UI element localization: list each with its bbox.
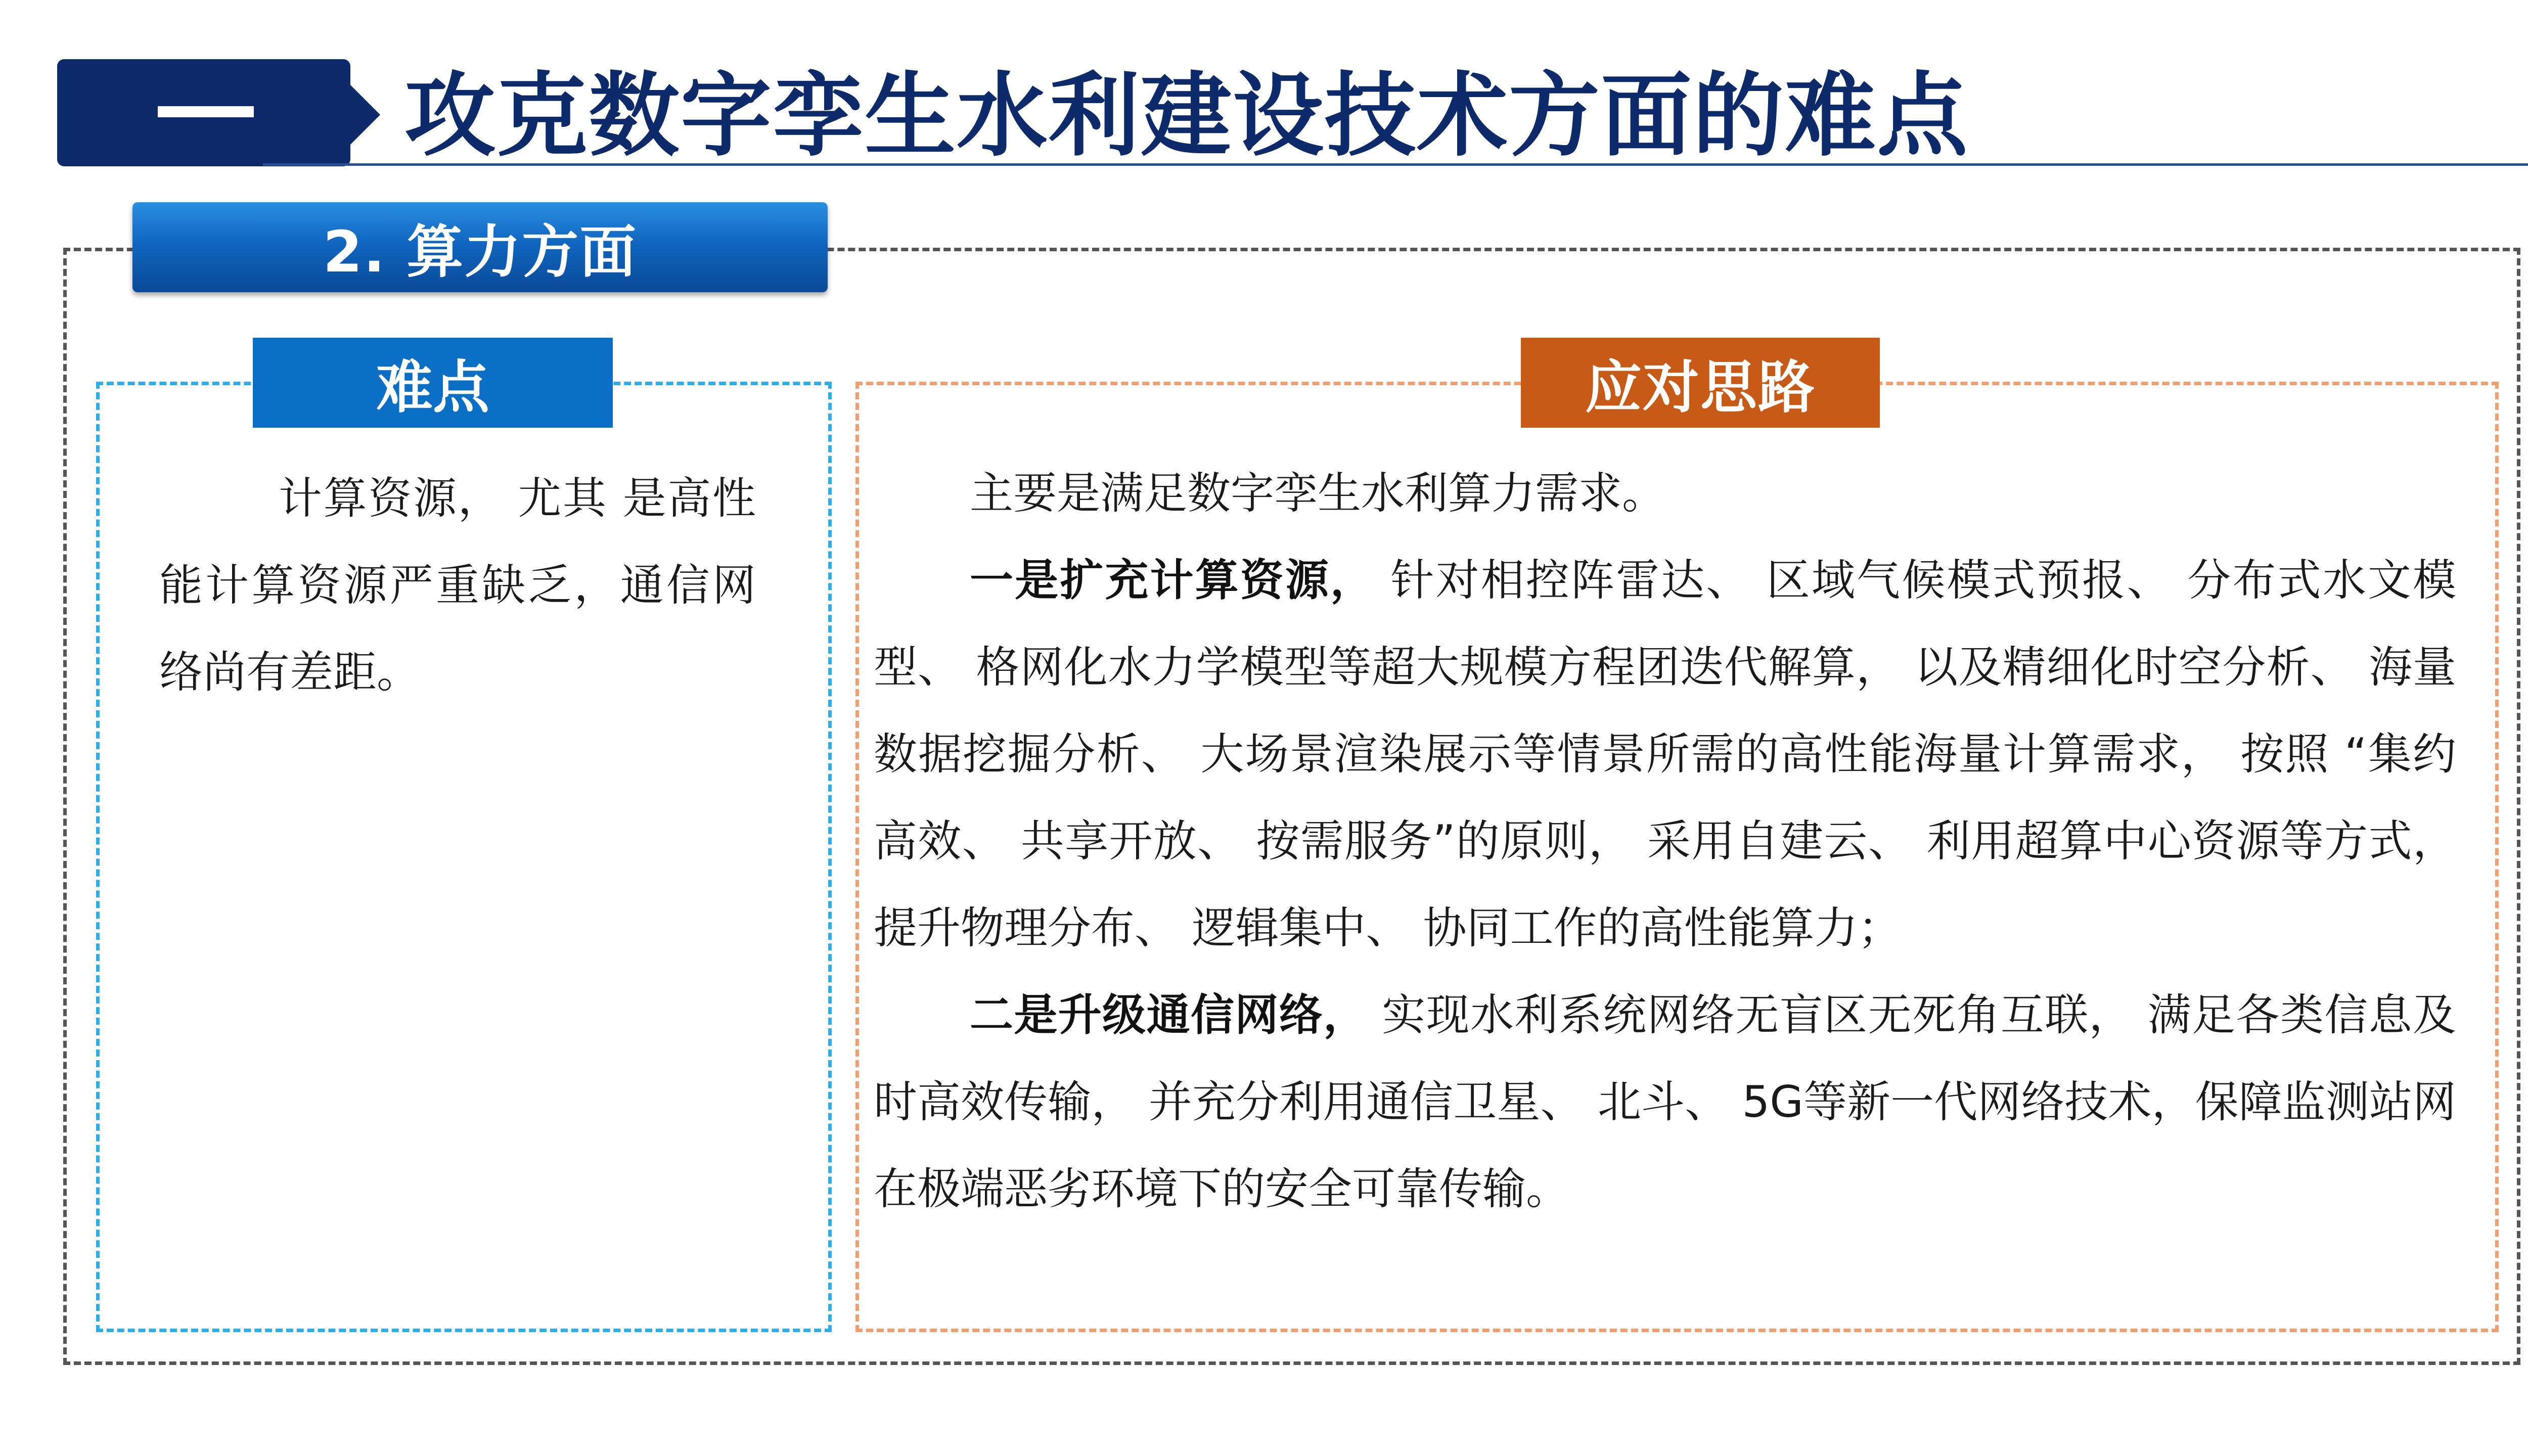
- section-label: 2. 算力方面: [132, 202, 828, 292]
- solution-paragraph-2-body: 实现水利系统网络无盲区无死角互联， 满足各类信息及时高效传输， 并充分利用通信卫星、 北斗、 5G等新一代网络技术，保障监测站网在极端恶劣环境下的安全可靠传输。: [874, 990, 2456, 1214]
- page-title: 攻克数字孪生水利建设技术方面的难点: [404, 63, 1969, 169]
- solution-paragraph-2-heading: 二是升级通信网络，: [970, 990, 1368, 1040]
- solution-paragraph-1: [874, 537, 2456, 972]
- solution-text: [874, 450, 2456, 1233]
- solution-paragraph-1-body: 针对相控阵雷达、 区域气候模式预报、 分布式水文模型、 格网化水力学模型等超大规模方程团迭代解算， 以及精细化时空分析、 海量数据挖掘分析、 大场景渲染展示等情景所需的高性能海量计算需求， 按照 “集约高效、 共享开放、 按需服务”的原则， 采用自建云、 利用超算中心资源等方式， 提升物理分布、 逻辑集中、 协同工作的高性能算力；: [874, 555, 2457, 953]
- header-arrow-icon: [349, 83, 380, 146]
- header-number: [158, 106, 254, 117]
- solution-paragraph-1-heading: 一是扩充计算资源，: [970, 555, 1376, 606]
- difficulty-tag: 难点: [253, 338, 613, 428]
- difficulty-text: 计算资源， 尤其 是高性能计算资源严重缺乏，通信网络尚有差距。: [159, 473, 756, 698]
- solution-intro: 主要是满足数字孪生水利算力需求。: [970, 468, 1665, 519]
- solution-tag: 应对思路: [1521, 338, 1880, 428]
- solution-paragraph-2: [874, 972, 2456, 1233]
